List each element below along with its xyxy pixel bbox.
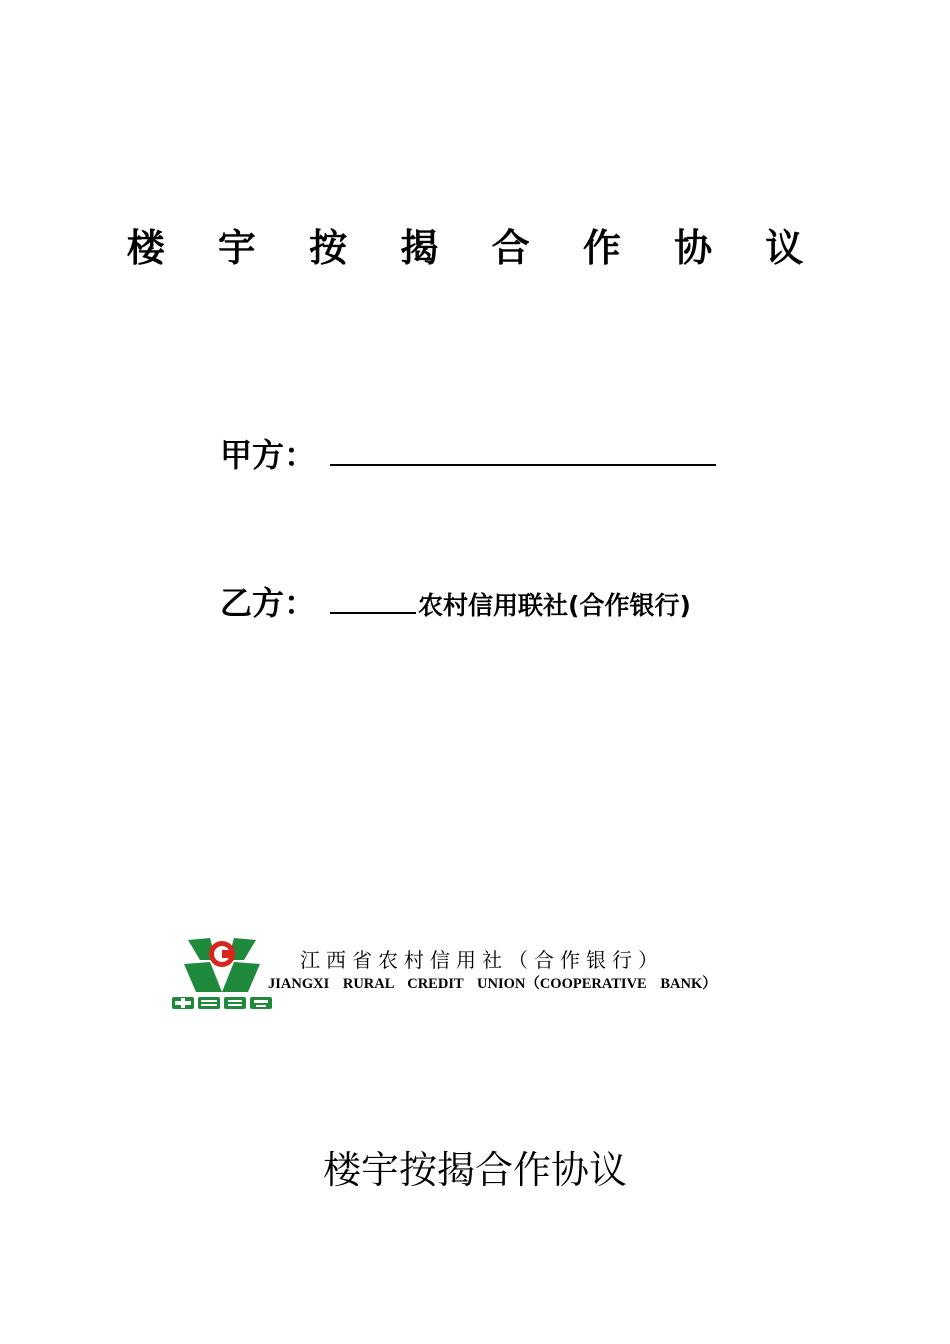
organization-name-cn: 江西省农村信用社（合作银行）: [300, 948, 664, 972]
party-b-line: [220, 578, 691, 624]
rural-credit-logo: [170, 930, 274, 1012]
organization-name-en: JIANGXI RURAL CREDIT UNION（COOPERATIVE BANK）: [268, 976, 717, 992]
document-title: 楼 宇 按 揭 合 作 协 议: [126, 226, 824, 270]
party-b-value: 农村信用联社(合作银行): [418, 591, 691, 620]
party-b-blank: [330, 582, 416, 614]
party-b-label: 乙方：: [220, 584, 317, 622]
party-a-blank: [330, 428, 716, 466]
rural-credit-logo-icon: [170, 930, 274, 1012]
party-a-label: 甲方：: [220, 436, 317, 474]
footer-title: 楼宇按揭合作协议: [322, 1148, 627, 1192]
party-a-line: [220, 428, 716, 476]
